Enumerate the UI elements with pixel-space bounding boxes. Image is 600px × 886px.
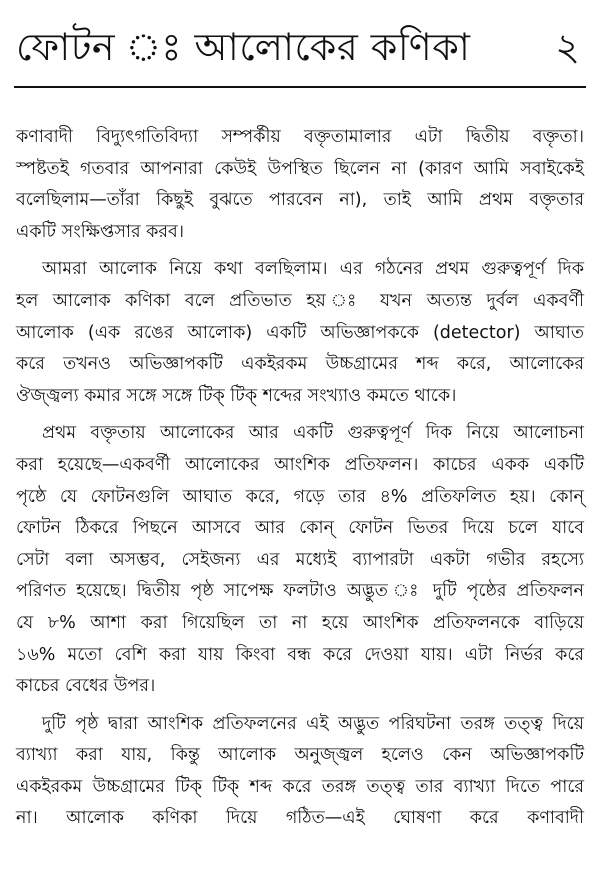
- text-line: দুটি পৃষ্ঠ দ্বারা আংশিক প্রতিফলনের এই অদ্ভুত পরিঘটনা তরঙ্গ তত্ত্ব দিয়ে: [42, 713, 584, 734]
- text-line: আমরা আলোক নিয়ে কথা বলছিলাম। এর গঠনের প্রথম গুরুত্বপূর্ণ দিক: [42, 259, 584, 280]
- chapter-title: ফোটন ঃ আলোকের কণিকা: [16, 25, 471, 69]
- text-line: পৃষ্ঠে যে ফোটনগুলি আঘাত করে, গড়ে তার ৪% প্রতিফলিত হয়। কোন্: [16, 486, 584, 507]
- text-line: একটি সংক্ষিপ্তসার করব।: [16, 221, 185, 242]
- text-line: আলোক (এক রঙের আলোক) একটি অভিজ্ঞাপককে (detector) আঘাত: [16, 322, 584, 343]
- text-line: যে ৮% আশা করা গিয়েছিল তা না হয়ে আংশিক প্রতিফলনকে বাড়িয়ে: [16, 612, 584, 633]
- text-line: ঔজ্জ্বল্য কমার সঙ্গে সঙ্গে টিক্ টিক্ শব্দের সংখ্যাও কমতে থাকে।: [16, 385, 457, 406]
- paragraph-3: [16, 418, 584, 702]
- text-line: সেটা বলা অসম্ভব, সেইজন্য এর মধ্যেই ব্যাপারটা একটা গভীর রহস্যে: [16, 549, 584, 570]
- paragraph-1: [16, 122, 584, 248]
- text-line: স্পষ্টতই গতবার আপনারা কেউই উপস্থিত ছিলেন না (কারণ আমি সবাইকেই: [16, 158, 584, 179]
- text-line: করে তখনও অভিজ্ঞাপকটি একইরকম উচ্চগ্রামের শব্দ করে, আলোকের: [16, 354, 584, 375]
- text-line: পরিণত হয়েছে। দ্বিতীয় পৃষ্ঠ সাপেক্ষ ফলটাও অদ্ভুত ঃ দুটি পৃষ্ঠের প্রতিফলন: [16, 581, 584, 602]
- body-text: [16, 122, 584, 841]
- paragraph-4: [16, 709, 584, 835]
- page-header: [14, 14, 586, 88]
- text-line: একইরকম উচ্চগ্রামের টিক্ টিক্ শব্দ করে তরঙ্গ তত্ত্ব তার ব্যাখ্যা দিতে পারে: [16, 776, 584, 797]
- text-line: ব্যাখ্যা করা যায়, কিন্তু আলোক অনুজ্জ্বল হলেও কেন অভিজ্ঞাপকটি: [16, 745, 584, 766]
- page-number: ২: [555, 25, 580, 69]
- text-line: বলেছিলাম—তাঁরা কিছুই বুঝতে পারবেন না), তাই আমি প্রথম বক্তৃতার: [16, 190, 584, 211]
- text-line: কাচের বেধের উপর।: [16, 676, 156, 697]
- text-line: করা হয়েছে—একবর্ণী আলোকের আংশিক প্রতিফলন। কাচের একক একটি: [16, 454, 584, 475]
- paragraph-2: [16, 254, 584, 412]
- text-line: হল আলোক কণিকা বলে প্রতিভাত হয় ঃ যখন অত্যন্ত দুর্বল একবর্ণী: [16, 290, 584, 311]
- text-line: না। আলোক কণিকা দিয়ে গঠিত—এই ঘোষণা করে কণাবাদী: [16, 808, 584, 829]
- text-line: প্রথম বক্তৃতায় আলোকের আর একটি গুরুত্বপূর্ণ দিক নিয়ে আলোচনা: [42, 423, 584, 444]
- text-line: ১৬% মতো বেশি করা যায় কিংবা বন্ধ করে দেওয়া যায়। এটা নির্ভর করে: [16, 644, 584, 665]
- text-line: কণাবাদী বিদ্যুৎগতিবিদ্যা সম্পর্কীয় বক্তৃতামালার এটা দ্বিতীয় বক্তৃতা।: [16, 127, 584, 147]
- text-line: ফোটন ঠিকরে পিছনে আসবে আর কোন্ ফোটন ভিতর দিয়ে চলে যাবে: [16, 518, 584, 539]
